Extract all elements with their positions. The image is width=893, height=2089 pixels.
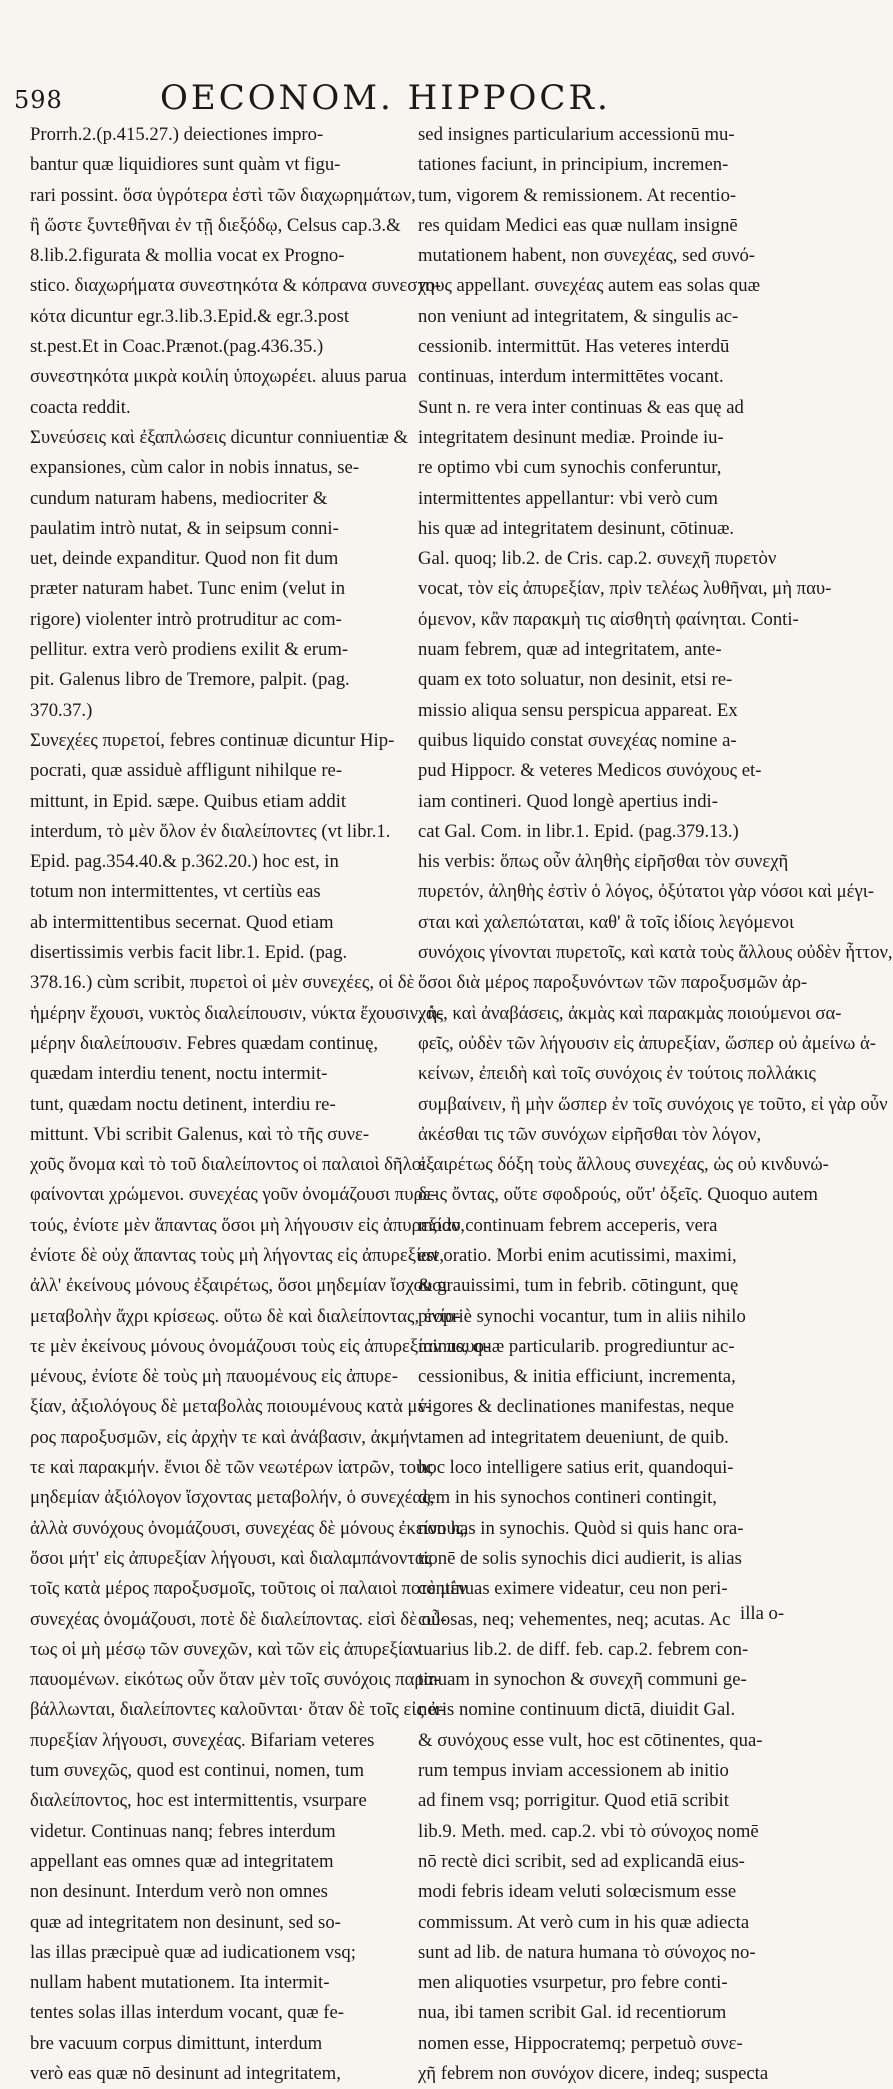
text-line: όμενον, κἂν παρακμὴ τις αἰσθητὴ φαίνηται. Conti-	[418, 608, 799, 630]
text-line: præter naturam habet. Tunc enim (velut in	[30, 578, 346, 600]
text-line: χους appellant. συνεχέας autem eas solas quæ	[418, 275, 761, 297]
text-line: rum tempus inviam accessionem ab initio	[418, 1760, 729, 1782]
text-line: mittunt. Vbi scribit Galenus, καὶ τὸ τῆς συνε-	[30, 1123, 370, 1145]
text-line: interdum, τὸ μὲν ὅλον ἐν διαλείποντες (vt libr.1.	[30, 820, 391, 842]
text-line: σται καὶ χαλεπώταται, καθ' ἃ τοῖς ἰδίοις λεγόμενοι	[418, 911, 795, 933]
text-line: tamen ad integritatem deueniunt, de quib.	[418, 1426, 729, 1448]
text-line: κείνων, ἐπειδὴ καὶ τοῖς συνόχοις ἐν τούτοις πολλάκις	[418, 1063, 816, 1085]
text-line: minus, quæ particularib. progrediuntur ac-	[418, 1335, 735, 1357]
text-line: continuas eximere videatur, ceu non peri-	[418, 1578, 728, 1600]
text-line: iam contineri. Quod longè apertius indi-	[418, 790, 718, 812]
text-line: tuarius lib.2. de diff. feb. cap.2. febrem con-	[418, 1638, 749, 1660]
text-line: Gal. quoq; lib.2. de Cris. cap.2. συνεχῆ πυρετὸν	[418, 548, 777, 570]
text-line: nuam febrem, quæ ad integritatem, ante-	[418, 639, 722, 661]
text-line: βάλλωνται, διαλείποντες καλοῦνται· ὅταν δὲ τοῖς εἰς ἀ-	[30, 1699, 445, 1721]
page-number: 598	[14, 86, 63, 114]
text-line: tum συνεχῶς, quod est continui, nomen, tum	[30, 1760, 365, 1782]
text-line: χοῦς ὄνομα καὶ τὸ τοῦ διαλείποντος οἱ παλαιοὶ δῆλοι	[30, 1154, 427, 1176]
text-line: mutationem habent, non συνεχέας, sed συνό-	[418, 245, 756, 267]
text-line: συνόχοις γίνονται πυρετοῖς, καὶ κατὰ τοὺς ἄλλους οὐδὲν ἧττον,	[418, 942, 893, 964]
text-line: missio aliqua sensu perspicua appareat. Ex	[418, 699, 738, 721]
text-line: stico. διαχωρήματα συνεστηκότα & κόπρανα συνεστη-	[30, 275, 441, 297]
text-line: ξίαν, ἀξιολόγους δὲ μεταβολὰς ποιουμένους κατὰ μέ-	[30, 1396, 432, 1418]
text-line: 370.37.)	[30, 699, 93, 721]
text-line: χάς, καὶ ἀναβάσεις, ἀκμὰς καὶ παρακμὰς ποιούμενοι σα-	[418, 1002, 842, 1024]
text-line: appellant eas omnes quæ ad integritatem	[30, 1850, 334, 1872]
text-line: non has in synochis. Quòd si quis hanc ora-	[418, 1517, 744, 1539]
text-line: modi febris ideam veluti solœcismum esse	[418, 1881, 737, 1903]
text-line: pud Hippocr. & veteres Medicos συνόχους et-	[418, 760, 762, 782]
text-line: ρος παροξυσμῶν, εἰς ἀρχὴν τε καὶ ἀνάβασιν, ἀκμήν	[30, 1426, 419, 1448]
text-line: nō rectè dici scribit, sed ad explicandā eius-	[418, 1850, 745, 1872]
text-line: re optimo vbi cum synochis conferuntur,	[418, 457, 722, 479]
text-line: coacta reddit.	[30, 396, 131, 418]
text-line: cessionib. intermittūt. Has veteres interdū	[418, 336, 730, 358]
text-line: cessionibus, & initia efficiunt, incrementa,	[418, 1366, 736, 1388]
text-line: πυρετόν, ἀληθὴς ἐστὶν ὁ λόγος, ὀξύτατοι γὰρ νόσοι καὶ μέγι-	[418, 881, 874, 903]
text-line: videtur. Continuas nanq; febres interdum	[30, 1820, 336, 1842]
right-column	[418, 120, 893, 2089]
text-line: tunt, quædam noctu detinent, interdiu re-	[30, 1093, 336, 1115]
text-line: sed insignes particularium accessionū mu-	[418, 124, 735, 145]
text-line: συνεχέας ὀνομάζουσι, ποτὲ δὲ διαλείποντας. εἰσὶ δὲ οὗ-	[30, 1608, 447, 1630]
text-line: nomen esse, Hippocratemq; perpetuò συνε-	[418, 2032, 743, 2054]
text-line: pit. Galenus libro de Tremore, palpit. (pag.	[30, 669, 350, 691]
text-line: & grauissimi, tum in febrib. cōtingunt, quę	[418, 1275, 739, 1297]
text-line: rigore) violenter intrò protruditur ac com-	[30, 608, 342, 630]
text-line: ἐξαιρέτως δόξη τοὺς ἄλλους συνεχέας, ὡς οὐ κινδυνώ-	[418, 1154, 829, 1176]
text-line: his quæ ad integritatem desinunt, cōtinuæ.	[418, 517, 735, 539]
text-line: uet, deinde expanditur. Quod non fit dum	[30, 548, 339, 570]
text-line: hoc loco intelligere satius erit, quandoqui-	[418, 1457, 734, 1479]
text-line: τε μὲν ἐκείνους μόνους ὀνομάζουσι τοὺς εἰς ἀπυρεξίαν παυο-	[30, 1335, 491, 1357]
text-line: est oratio. Morbi enim acutissimi, maximi,	[418, 1244, 737, 1266]
catchword: illa o-	[740, 1603, 785, 1624]
text-line: totum non intermittentes, vt certiùs eas	[30, 881, 321, 903]
text-line: commissum. At verò cum in his quæ adiecta	[418, 1911, 750, 1933]
text-line: μηδεμίαν ἀξιόλογον ἴσχοντας μεταβολήν, ὁ συνεχέας,	[30, 1487, 435, 1509]
text-line: culosas, neq; vehementes, neq; acutas. Ac	[418, 1608, 731, 1630]
text-line: modo continuam febrem acceperis, vera	[418, 1214, 718, 1236]
text-line: διαλείποντος, hoc est intermittentis, vsurpare	[30, 1790, 367, 1812]
text-line: τούς, ἐνίοτε μὲν ἅπαντας ὅσοι μὴ λήγουσιν εἰς ἀπυρεξίαν,	[30, 1214, 465, 1236]
text-line: non veniunt ad integritatem, & singulis ac-	[418, 305, 739, 327]
text-line: μέρην διαλείπουσιν. Febres quædam continuę,	[30, 1032, 379, 1054]
text-line: ὅσοι διὰ μέρος παροξυνόντων τῶν παροξυσμῶν ἀρ-	[418, 972, 808, 994]
text-line: ἀλλ' ἐκείνους μόνους ἐξαιρέτως, ὅσοι μηδεμίαν ἴσχουσι	[30, 1275, 448, 1297]
text-line: vigores & declinationes manifestas, neque	[418, 1396, 735, 1418]
text-line: disertissimis verbis facit libr.1. Epid. (pag.	[30, 942, 348, 964]
text-line: συνεστηκότα μικρὰ κοιλίη ὑποχωρέει. aluus parua	[30, 366, 407, 388]
text-line: φεῖς, οὐδὲν τῶν λήγουσιν εἰς ἀπυρεξίαν, ὥσπερ οὐ ἀμείνω ἀ-	[418, 1032, 877, 1054]
text-line: ab intermittentibus secernat. Quod etiam	[30, 911, 334, 933]
text-line: las illas præcipuè quæ ad iudicationem vsq;	[30, 1941, 356, 1963]
text-line: propriè synochi vocantur, tum in aliis nihilo	[418, 1305, 746, 1327]
text-line: intermittentes appellantur: vbi verò cum	[418, 487, 718, 509]
text-line: τε καὶ παρακμήν. ἔνιοι δὲ τῶν νεωτέρων ἰατρῶν, τοὺς	[30, 1457, 433, 1479]
text-line: ἀκέσθαι τις τῶν συνόχων εἰρῆσθαι τὸν λόγον,	[418, 1123, 762, 1145]
text-line: 8.lib.2.figurata & mollia vocat ex Progno-	[30, 245, 345, 267]
text-line: ὅσοι μήτ' εἰς ἀπυρεξίαν λήγουσι, καὶ διαλαμπάνοντας	[30, 1547, 433, 1569]
text-line: lib.9. Meth. med. cap.2. vbi τὸ σύνοχος nomē	[418, 1820, 759, 1842]
text-line: tionē de solis synochis dici audierit, is alias	[418, 1547, 742, 1569]
text-line: nullam habent mutationem. Ita intermit-	[30, 1972, 330, 1994]
text-line: men aliquoties vsurpetur, pro febre conti-	[418, 1972, 728, 1994]
text-line: συμβαίνειν, ἢ μὴν ὥσπερ ἐν τοῖς συνόχοις γε τοῦτο, εἰ γὰρ οὖν	[418, 1093, 888, 1115]
text-line: ἐνίοτε δὲ οὐχ ἅπαντας τοὺς μὴ λήγοντας εἰς ἀπυρεξίαν,	[30, 1244, 445, 1266]
text-line: Prorrh.2.(p.415.27.) deiectiones impro-	[30, 124, 324, 145]
text-line: tentes solas illas interdum vocant, quæ fe-	[30, 2002, 344, 2024]
text-line: πυρεξίαν λήγουσι, συνεχέας. Bifariam veteres	[30, 1729, 375, 1751]
left-column	[30, 120, 491, 2089]
text-line: τως οἱ μὴ μέσῳ τῶν συνεχῶν, καὶ τῶν εἰς ἀπυρεξίαν	[30, 1638, 422, 1660]
text-line: quibus liquido constat συνεχέας nomine a-	[418, 729, 737, 751]
text-line: mittunt, in Epid. sæpe. Quibus etiam addit	[30, 790, 347, 812]
text-line: κότα dicuntur egr.3.lib.3.Epid.& egr.3.post	[30, 305, 350, 327]
text-line: cundum naturam habens, mediocriter &	[30, 487, 328, 509]
text-line: παυομένων. εἰκότως οὖν ὅταν μὲν τοῖς συνόχοις παρα-	[30, 1669, 440, 1691]
text-line: bantur quæ liquidiores sunt quàm vt figu-	[30, 154, 341, 176]
text-line: nua, ibi tamen scribit Gal. id recentiorum	[418, 2002, 727, 2024]
text-line: verò eas quæ nō desinunt ad integritatem,	[30, 2063, 341, 2084]
text-line: ἢ ὥστε ξυντεθῆναι ἐν τῇ διεξόδῳ, Celsus cap.3.&	[30, 214, 401, 236]
text-line: ἡμέρην ἔχουσι, νυκτὸς διαλείπουσιν, νύκτα ἔχουσιν, ἡ-	[30, 1002, 444, 1024]
text-line: pellitur. extra verò prodiens exilit & erum-	[30, 639, 349, 661]
text-line: Epid. pag.354.40.& p.362.20.) hoc est, in	[30, 851, 339, 873]
text-line: & συνόχους esse vult, hoc est cōtinentes, qua-	[418, 1729, 763, 1751]
text-line: tum, vigorem & remissionem. At recentio-	[418, 184, 737, 206]
text-line: ἀλλὰ συνόχους ὀνομάζουσι, συνεχέας δὲ μόνους ἐκείνους,	[30, 1517, 468, 1539]
text-line: bre vacuum corpus dimittunt, interdum	[30, 2032, 323, 2054]
text-line: μένους, ἐνίοτε δὲ τοὺς μὴ παυομένους εἰς ἀπυρε-	[30, 1366, 398, 1388]
text-line: neris nomine continuum dictā, diuidit Gal.	[418, 1699, 736, 1721]
text-line: integritatem desinunt mediæ. Proinde iu-	[418, 426, 724, 448]
text-line: sunt ad lib. de natura humana τὸ σύνοχος no-	[418, 1941, 756, 1963]
text-line: 378.16.) cùm scribit, πυρετοὶ οἱ μὲν συνεχέες, οἱ δὲ	[30, 972, 415, 994]
text-line: pocrati, quæ assiduè affligunt nihilque re-	[30, 760, 343, 782]
text-line: quæ ad integritatem non desinunt, sed so-	[30, 1911, 341, 1933]
text-line: quædam interdiu tenent, noctu intermit-	[30, 1063, 328, 1085]
text-line: continuas, interdum intermittētes vocant.	[418, 366, 724, 388]
text-line: his verbis: ὅπως οὖν ἀληθὴς εἰρῆσθαι τὸν συνεχῆ	[418, 851, 789, 873]
text-line: τοῖς κατὰ μέρος παροξυσμοῖς, τοῦτοις οἱ παλαιοὶ ποτὲ μὲν	[30, 1578, 467, 1600]
page-header	[0, 78, 800, 118]
text-line: st.pest.Et in Coac.Prænot.(pag.436.35.)	[30, 336, 324, 358]
text-line: φαίνονται χρώμενοι. συνεχέας γοῦν ὀνομάζουσι πυρε-	[30, 1184, 437, 1206]
text-line: non desinunt. Interdum verò non omnes	[30, 1881, 328, 1903]
text-line: Sunt n. re vera inter continuas & eas quę ad	[418, 396, 744, 418]
text-line: expansiones, cùm calor in nobis innatus, se-	[30, 457, 360, 479]
text-line: rari possint. ὅσα ὑγρότερα ἐστὶ τῶν διαχωρημάτων,	[30, 184, 416, 206]
text-line: dem in his synochos contineri contingit,	[418, 1487, 717, 1509]
text-line: tinuam in synochon & συνεχῆ communi ge-	[418, 1669, 747, 1691]
text-line: Συνεχέες πυρετοί, febres continuæ dicuntur Hip-	[30, 729, 395, 751]
text-line: res quidam Medici eas quæ nullam insignē	[418, 214, 738, 236]
text-line: χῆ febrem non συνόχον dicere, indeq; suspecta	[418, 2063, 769, 2084]
text-line: Συνεύσεις καὶ ἐξαπλώσεις dicuntur conniuentiæ &	[30, 426, 409, 448]
text-line: vocat, τὸν εἰς ἀπυρεξίαν, πρὶν τελέως λυθῆναι, μὴ παυ-	[418, 578, 832, 600]
text-line: paulatim intrò nutat, & in seipsum conni-	[30, 517, 339, 539]
text-line: μεταβολὴν ἄχρι κρίσεως. οὕτω δὲ καὶ διαλείποντας, ἐνίο-	[30, 1305, 461, 1327]
text-line: cat Gal. Com. in libr.1. Epid. (pag.379.13.)	[418, 820, 739, 842]
text-line: quam ex toto soluatur, non desinit, etsi re-	[418, 669, 733, 691]
running-title: OECONOM. HIPPOCR.	[160, 78, 611, 118]
text-line: tationes faciunt, in principium, incremen-	[418, 154, 729, 176]
text-line: ad finem vsq; porrigitur. Quod etiā scribit	[418, 1790, 729, 1812]
text-line: δεις ὄντας, οὔτε σφοδρούς, οὔτ' ὀξεῖς. Quoquo autem	[418, 1184, 818, 1206]
